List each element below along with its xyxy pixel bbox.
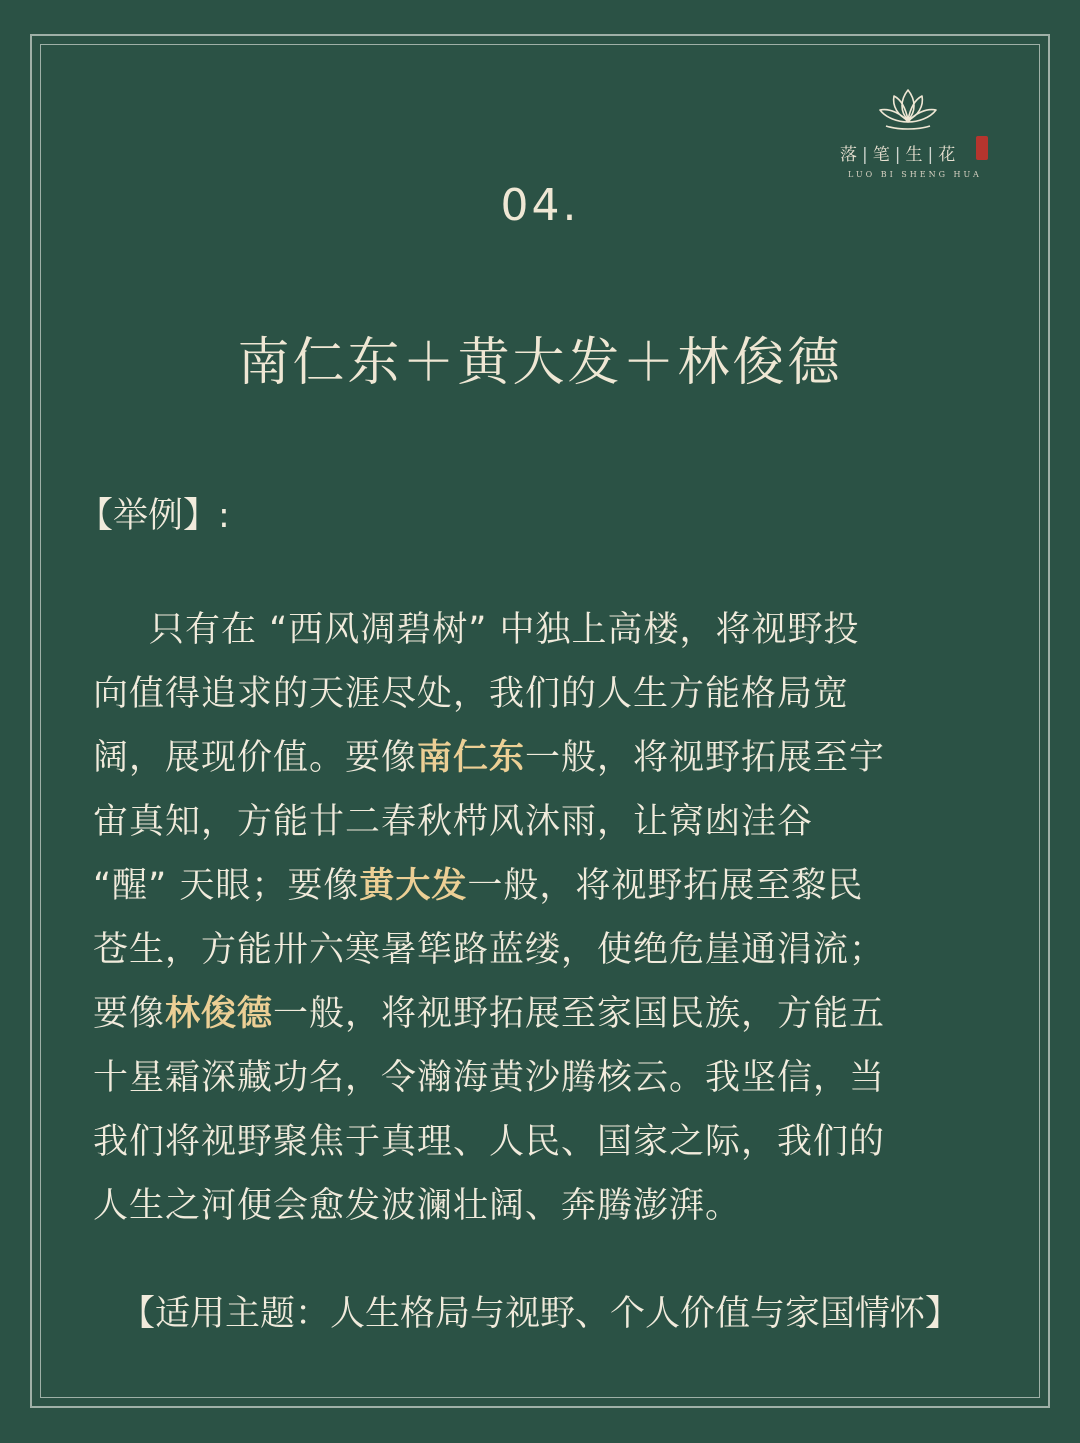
paragraph-line — [93, 598, 973, 662]
paragraph-line — [93, 1110, 973, 1174]
paragraph-line — [93, 1174, 973, 1238]
page-title: 南仁东＋黄大发＋林俊德 — [237, 333, 843, 393]
logo-pinyin: LUO BI SHENG HUA — [848, 170, 982, 179]
applicable-topics: 【适用主题：人生格局与视野、个人价值与家国情怀】 — [119, 1294, 960, 1334]
text-segment: 向值得追求的天涯尽处，我们的人生方能格局宽 — [93, 674, 850, 714]
section-number: 04. — [500, 180, 580, 231]
text-segment: “醒” 天眼；要像 — [93, 866, 360, 906]
highlighted-name: 林俊德 — [165, 994, 274, 1034]
text-segment: 十星霜深藏功名，令瀚海黄沙腾核云。我坚信，当 — [93, 1058, 886, 1098]
red-seal-stamp — [976, 136, 988, 160]
highlighted-name: 黄大发 — [359, 866, 468, 906]
paragraph-line — [93, 918, 973, 982]
text-segment: 一般，将视野拓展至家国民族，方能五 — [273, 994, 886, 1034]
lotus-icon — [876, 88, 940, 130]
paragraph-line — [93, 1046, 973, 1110]
example-label: 【举例】: — [78, 496, 230, 536]
text-segment: 要像 — [93, 994, 166, 1034]
text-segment: 我们将视野聚焦于真理、人民、国家之际，我们的 — [93, 1122, 886, 1162]
logo-chinese-name: 落 | 笔 | 生 | 花 — [840, 145, 958, 165]
text-segment: 阔，展现价值。要像 — [93, 738, 418, 778]
text-segment: 苍生，方能卅六寒暑筚路蓝缕，使绝危崖通涓流； — [93, 930, 886, 970]
text-segment: 人生之河便会愈发波澜壮阔、奔腾澎湃。 — [93, 1186, 742, 1226]
text-segment: 一般，将视野拓展至宇 — [525, 738, 886, 778]
paragraph-line — [93, 662, 973, 726]
paragraph-line — [93, 982, 973, 1046]
highlighted-name: 南仁东 — [417, 738, 526, 778]
text-segment: 一般，将视野拓展至黎民 — [467, 866, 864, 906]
example-paragraph — [93, 598, 973, 1238]
brand-logo — [840, 88, 1000, 184]
text-segment: 宙真知，方能廿二春秋栉风沐雨，让窝凼洼谷 — [93, 802, 814, 842]
paragraph-line — [93, 726, 973, 790]
paragraph-line — [93, 854, 973, 918]
paragraph-line — [93, 790, 973, 854]
text-segment: 只有在 “西风凋碧树” 中独上高楼，将视野投 — [149, 610, 860, 650]
